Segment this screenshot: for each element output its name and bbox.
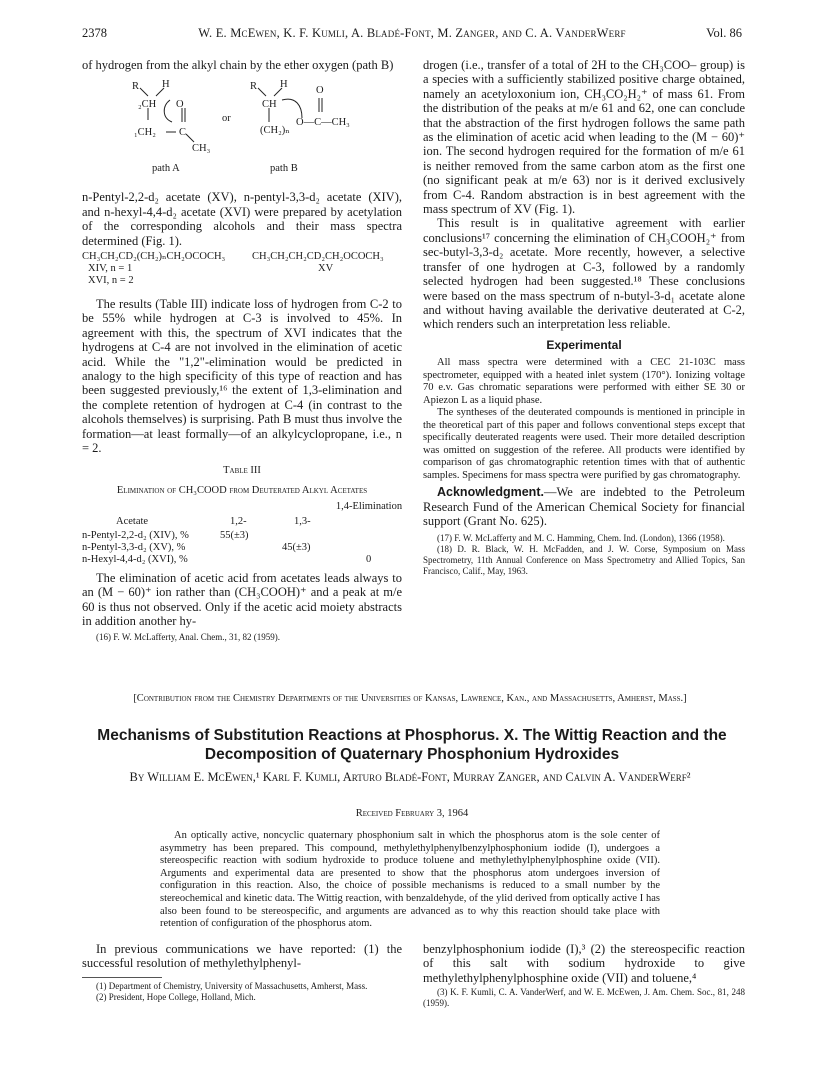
- acknowledgment-text: —We are indebted to the Petroleum Research Fund of the American Chemical Society for financial support (Grant No. 625).: [423, 485, 745, 528]
- abstract: An optically active, noncyclic quaternary phosphonium salt in which the phosphorus atom is the sole center of asymmetry has been prepared. This compound, methylethylphenylbenzylphosphonium iodide (I), undergoes a stereospecific reaction with sodium hydroxide to produce toluene and methylethylphenylphosphine oxide (VII). Arguments and experimental data are presented to show that the phosphorus atom undergoes inversion of configuration in this reaction. Also, the choice of possible mechanisms is reduced to a small number by the stereochemical and kinetic data. The Wittig reaction, with benzaldehyde, of the ylid derived from optically active I has also been found to be stereospecific, and arguments are advanced as to why this reaction should take place with retention of configuration of the phosphorus atom.: [160, 830, 660, 930]
- intro-left-column: [82, 942, 402, 1003]
- formula-right-a: XV: [318, 263, 334, 275]
- running-header: [82, 26, 742, 46]
- pathB-H: H: [280, 79, 288, 91]
- footnote-16: (16) F. W. McLafferty, Anal. Chem., 31, 82 (1959).: [96, 631, 281, 642]
- intro-right-text: benzylphosphonium iodide (I),³ (2) the stereospecific reaction of this salt with sodium hydroxide to give methylethylphenylphosphine oxide (VII) and toluene,⁴: [423, 942, 745, 985]
- right-paragraph-1: drogen (i.e., transfer of a total of 2H to the CH₃COO– group) is a species with a sufficiently stabilized positive charge obtained, namely an acetyloxonium ion, CH₃CO₂H₂⁺ of mass 61. From the distribution of the peaks at m/e 61 and 62, one can conclude that the abstraction of the first hydrogen follows the same path as the elimination of acetic acid when leading to the (M − 60)⁺ ion. The second hydrogen required for the formation of m/e 61 is neither removed from the same carbon atom as the first one (no significant peak at m/e 63) nor is it derived exclusively from C-4. Random abstraction is in best agreement with the mass spectrum of XV (Fig. 1).: [423, 58, 745, 217]
- pathA-C: C: [179, 127, 187, 139]
- footnote-3: (3) K. F. Kumli, C. A. VanderWerf, and W. E. McEwen, J. Am. Chem. Soc., 81, 248 (1959).: [423, 987, 745, 1009]
- pathB-R: R: [250, 81, 258, 93]
- intro-left-text: In previous communications we have reported: (1) the successful resolution of methylethylphenyl-: [82, 942, 402, 971]
- table-row-2-name: n-Pentyl-3,3-d₂ (XV), %: [82, 541, 186, 553]
- received-date: Received February 3, 1964: [355, 808, 469, 819]
- left-column: [82, 58, 402, 643]
- path-a-label: path A: [152, 163, 180, 175]
- table-row-3-v14: 0: [366, 553, 372, 565]
- pathA-R: R: [132, 81, 140, 93]
- volume-label: Vol. 86: [706, 26, 742, 40]
- scheme-bonds: [82, 74, 402, 184]
- left-paragraph-2: n-Pentyl-2,2-d₂ acetate (XV), n-pentyl-3,3-d₂ acetate (XIV), and n-hexyl-4,4-d₂ acetate (XVI) were prepared by acetylation of the corresponding alcohols and their mass spectra determined (Fig. 1).: [82, 190, 402, 248]
- formula-left: CH₃CH₂CD₂(CH₂)ₙCH₂OCOCH₃: [82, 251, 226, 263]
- right-column: [423, 58, 745, 577]
- intro-right-column: [423, 942, 745, 1009]
- article-title: Mechanisms of Substitution Reactions at Phosphorus. X. The Wittig Reaction and the Decomposition of Quaternary Phosphonium Hydroxides: [97, 727, 727, 763]
- article-byline: By William E. McEwen,¹ Karl F. Kumli, Arturo Bladé-Font, Murray Zanger, and Calvin A. VanderWerf²: [129, 770, 691, 784]
- pathA-H: H: [162, 79, 170, 91]
- pathB-O: O: [316, 85, 324, 97]
- scheme-or: or: [222, 113, 231, 125]
- formula-left-a: XIV, n = 1: [88, 263, 133, 275]
- page-number: 2378: [82, 26, 107, 40]
- footnote-2: (2) President, Hope College, Holland, Mich.: [96, 991, 256, 1002]
- experimental-paragraph-2: The syntheses of the deuterated compounds is mentioned in principle in the theoretical part of this paper and follows conventional steps except that specifically deuterated reagents were used. Their more detailed description was omitted on suggestion of the referee. All products were identified by comparison of gas chromatographic retention times with that of authentic samples. Specimens for mass spectra were purified by gas chromatography.: [423, 407, 745, 481]
- table-row-1-v12: 55(±3): [220, 529, 249, 541]
- table-row-2-v13: 45(±3): [282, 541, 311, 553]
- left-paragraph-3: The results (Table III) indicate loss of hydrogen from C-2 to be 55% while hydrogen at C-3 is involved to 45%. In agreement with this, the spectrum of XVI indicates that the hydrogens at C-4 are not involved in the elimination of acetic acid. While the "1,2"-elimination would be predicted in analogy to the high specificity of this type of reaction and has been suggested previously,¹⁶ the extent of 1,3-elimination and the complete retention of hydrogen at C-4 (in contrast to the alcohols themselves) is surprising. Path B must thus involve the formation—at least formally—of an alkylcyclopropane, i.e., n = 2.: [82, 297, 402, 456]
- pathA-CH2: ₁CH₂: [134, 127, 156, 139]
- table-row-3-name: n-Hexyl-4,4-d₂ (XVI), %: [82, 553, 188, 565]
- footnote-rule: [82, 977, 162, 978]
- reaction-scheme: [82, 74, 402, 184]
- footnote-17: (17) F. W. McLafferty and M. C. Hamming, Chem. Ind. (London), 1366 (1958).: [437, 533, 725, 544]
- compound-formulas: [82, 251, 402, 289]
- table-header-acetate: Acetate: [116, 515, 149, 527]
- experimental-paragraph-1: All mass spectra were determined with a CEC 21-103C mass spectrometer, equipped with a heated inlet system (170°). Ionizing voltage 70 e.v. Gas chromatic separations were performed with either SE 30 or Apiezon L as a liquid phase.: [423, 357, 745, 406]
- table-header-12: 1,2-: [230, 515, 247, 527]
- pathA-CH: ₂CH: [138, 99, 157, 111]
- formula-left-b: XVI, n = 2: [88, 275, 134, 287]
- footnote-1: (1) Department of Chemistry, University of Massachusetts, Amherst, Mass.: [96, 980, 368, 991]
- right-paragraph-2: This result is in qualitative agreement with earlier conclusions¹⁷ concerning the elimination of CH₃COOH₂⁺ from sec-butyl-3,3-d₂ acetate. More recently, however, a selective transfer of one hydrogen at C-3, followed by a randomly selected hydrogen had been suggested.¹⁸ These conclusions were based on the mass spectrum of n-butyl-3-d₁ acetate alone and without having available the derivative deuterated at C-2, which renders such an interpretation less reliable.: [423, 216, 745, 332]
- table-header-14: 1,4-Elimination: [335, 500, 403, 512]
- footnote-18: (18) D. R. Black, W. H. McFadden, and J. W. Corse, Symposium on Mass Spectrometry, 11th Annual Conference on Mass Spectrometry and Allied Topics, San Francisco, Calif., May, 1963.: [423, 544, 745, 577]
- table-row-1-name: n-Pentyl-2,2-d₂ (XIV), %: [82, 529, 189, 541]
- acknowledgment-heading: Acknowledgment.: [437, 485, 544, 500]
- running-authors: W. E. McEwen, K. F. Kumli, A. Bladé-Font, M. Zanger, and C. A. VanderWerf: [198, 26, 626, 40]
- pathB-CH: CH: [262, 99, 277, 111]
- pathB-chain: (CH₂)ₙ: [260, 125, 290, 137]
- left-paragraph-4: The elimination of acetic acid from acetates leads always to an (M − 60)⁺ ion rather than (CH₃COOH)⁺ and a peak at m/e 60 is thus not observed. Only if the acetic acid moiety abstracts in addition another hy-: [82, 570, 402, 629]
- pathA-O: O: [176, 99, 184, 111]
- left-paragraph-1: of hydrogen from the alkyl chain by the ether oxygen (path B): [82, 58, 394, 72]
- acknowledgment: [423, 485, 745, 528]
- path-b-label: path B: [270, 163, 298, 175]
- table-iii: [82, 501, 402, 565]
- contribution-line: [Contribution from the Chemistry Departments of the Universities of Kansas, Lawrence, Kan., and Massachusetts, Amherst, Mass.]: [133, 693, 687, 704]
- pathB-ester: O—C—CH₃: [296, 117, 350, 129]
- table-number: Table III: [223, 464, 261, 476]
- table-header-13: 1,3-: [294, 515, 311, 527]
- pathA-CH3: CH₃: [192, 143, 211, 155]
- experimental-heading: Experimental: [546, 337, 622, 352]
- table-caption: Elimination of CH₃COOD from Deuterated Alkyl Acetates: [116, 484, 368, 496]
- formula-right: CH₃CH₂CH₂CD₂CH₂OCOCH₃: [252, 251, 384, 263]
